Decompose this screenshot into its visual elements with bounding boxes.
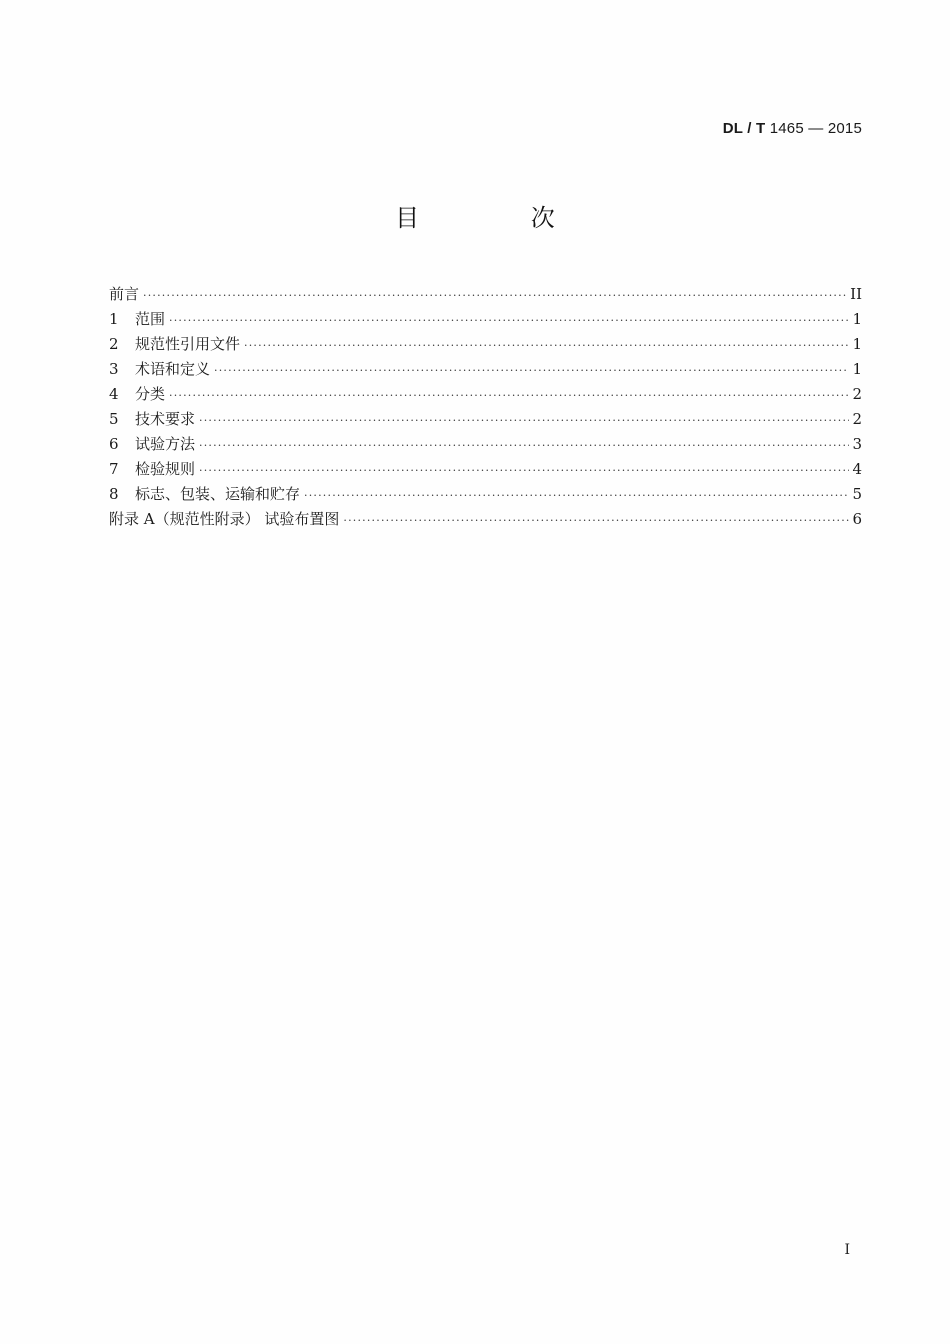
toc-entry-page: 1 <box>852 360 862 378</box>
toc-entry-2[interactable] <box>109 332 862 357</box>
toc-entry-page: 2 <box>852 385 862 403</box>
toc-entry-foreword[interactable] <box>109 282 862 307</box>
toc-entry-1[interactable] <box>109 307 862 332</box>
toc-entry-label: 检验规则 <box>135 460 196 478</box>
page-number: I <box>844 1242 850 1258</box>
toc-entry-6[interactable] <box>109 432 862 457</box>
toc-list <box>109 282 862 532</box>
toc-entry-label: 附录 A（规范性附录） 试验布置图 <box>109 510 340 528</box>
toc-entry-label: 前言 <box>109 285 140 303</box>
toc-entry-page: 6 <box>852 510 862 528</box>
standard-code <box>723 120 862 137</box>
toc-entry-label: 分类 <box>135 385 166 403</box>
toc-entry-number: 5 <box>109 410 119 428</box>
toc-entry-number: 8 <box>109 485 119 503</box>
toc-entry-label: 标志、包装、运输和贮存 <box>135 485 301 503</box>
toc-title: 目 次 <box>395 204 607 232</box>
dot-leader <box>199 458 849 483</box>
toc-entry-number: 1 <box>109 310 119 328</box>
toc-entry-page: 3 <box>852 435 862 453</box>
standard-number: 1465 — 2015 <box>769 120 862 137</box>
toc-entry-number: 3 <box>109 360 119 378</box>
toc-entry-page: 1 <box>852 310 862 328</box>
toc-entry-label: 规范性引用文件 <box>135 335 241 353</box>
dot-leader <box>199 433 849 458</box>
toc-entry-number: 6 <box>109 435 119 453</box>
dot-leader <box>244 333 849 358</box>
toc-entry-page: 1 <box>852 335 862 353</box>
toc-entry-page: 2 <box>852 410 862 428</box>
toc-entry-number: 4 <box>109 385 119 403</box>
toc-entry-8[interactable] <box>109 482 862 507</box>
toc-entry-7[interactable] <box>109 457 862 482</box>
dot-leader <box>169 383 849 408</box>
toc-entry-number: 2 <box>109 335 119 353</box>
toc-entry-5[interactable] <box>109 407 862 432</box>
toc-entry-label: 术语和定义 <box>135 360 211 378</box>
toc-entry-label: 技术要求 <box>135 410 196 428</box>
dot-leader <box>343 508 849 533</box>
dot-leader <box>304 483 849 508</box>
dot-leader <box>214 358 849 383</box>
toc-entry-label: 试验方法 <box>135 435 196 453</box>
toc-entry-appendix-a[interactable] <box>109 507 862 532</box>
toc-entry-page: 4 <box>852 460 862 478</box>
toc-entry-3[interactable] <box>109 357 862 382</box>
dot-leader <box>169 308 849 333</box>
toc-entry-page: 5 <box>852 485 862 503</box>
toc-entry-4[interactable] <box>109 382 862 407</box>
toc-entry-number: 7 <box>109 460 119 478</box>
standard-prefix: DL / T <box>722 120 766 137</box>
toc-entry-page: II <box>850 285 862 303</box>
toc-entry-label: 范围 <box>135 310 166 328</box>
dot-leader <box>143 283 847 308</box>
dot-leader <box>199 408 849 433</box>
